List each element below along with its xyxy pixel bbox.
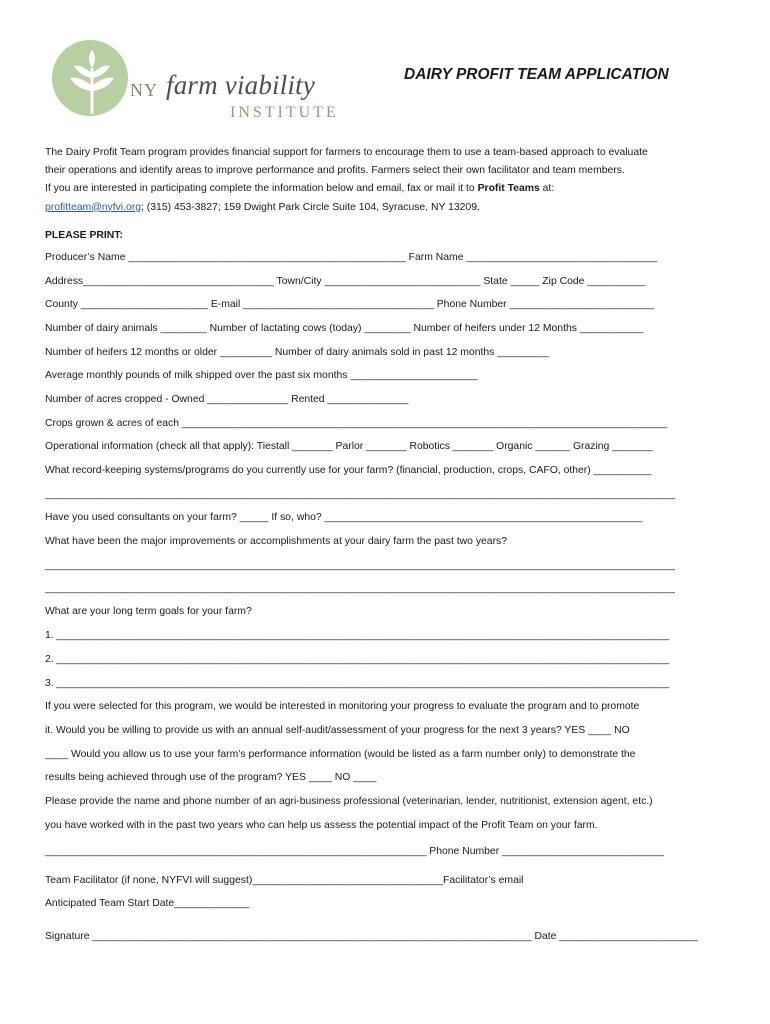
facilitator-field[interactable]: Team Facilitator (if none, NYFVI will suggest)_________________________________Facilitator’s email: [45, 875, 524, 886]
consultants-field[interactable]: Have you used consultants on your farm? _____ If so, who? _______________________________________________________: [45, 512, 643, 523]
intro-paragraph: [45, 144, 735, 217]
please-print-label: PLEASE PRINT:: [45, 230, 123, 241]
milk-field[interactable]: Average monthly pounds of milk shipped over the past six months ______________________: [45, 370, 478, 381]
address-field[interactable]: Address_________________________________ Town/City ___________________________ State _____ Zip Code __________: [45, 276, 646, 287]
monitor-text[interactable]: results being achieved through use of the program? YES ____ NO ____: [45, 772, 377, 783]
wheat-leaf-icon: [52, 40, 128, 116]
improvements-question: What have been the major improvements or accomplishments at your dairy farm the past two years?: [45, 536, 508, 547]
animals-field[interactable]: Number of dairy animals ________ Number of lactating cows (today) ________ Number of heifers under 12 Months ___________: [45, 323, 644, 334]
logo-name-text: farm viability: [166, 70, 316, 100]
monitor-text[interactable]: it. Would you be willing to provide us with an annual self-audit/assessment of your progress for the next 3 years? YES ____ NO: [45, 725, 630, 736]
agri-text: Please provide the name and phone number of an agri-business professional (veterinarian, lender, nutritionist, extension agent, etc.): [45, 796, 653, 807]
profit-teams-label: Profit Teams: [477, 183, 540, 195]
intro-line: The Dairy Profit Team program provides financial support for farmers to encourage them to use a team-based approach to evaluate: [45, 147, 648, 158]
signature-date-field[interactable]: Signature ____________________________________________________________________________ Date ________________________: [45, 931, 698, 942]
monitor-text: If you were selected for this program, we would be interested in monitoring your progress to evaluate the program and to promote: [45, 701, 640, 712]
improvements-line[interactable]: _____________________________________________________________________________________________________________: [45, 583, 675, 594]
agri-phone-field[interactable]: __________________________________________________________________ Phone Number ____________________________: [45, 846, 664, 857]
agri-text: you have worked with in the past two years who can help us assess the potential impact of the Profit Team on your farm.: [45, 820, 598, 831]
intro-line: their operations and identify areas to improve performance and profits. Farmers select their own facilitator and team members.: [45, 165, 625, 177]
monitor-text[interactable]: ____ Would you allow us to use your farm’s performance information (would be listed as a farm number only) to demonstrate the: [45, 749, 636, 760]
improvements-line[interactable]: _____________________________________________________________________________________________________________: [45, 560, 675, 571]
intro-line: If you are interested in participating complete the information below and email, fax or mail it to Profit Teams at:: [45, 183, 555, 195]
goals-question: What are your long term goals for your farm?: [45, 606, 252, 617]
recordkeeping-line[interactable]: _____________________________________________________________________________________________________________: [45, 489, 675, 500]
email-link[interactable]: profitteam@nyfvi.org: [45, 201, 142, 213]
goal-line-1[interactable]: 1. __________________________________________________________________________________________________________: [45, 630, 670, 641]
intro-contact: profitteam@nyfvi.org; (315) 453-3827; 159 Dwight Park Circle Suite 104, Syracuse, NY 13209.: [45, 201, 480, 213]
goal-line-2[interactable]: 2. __________________________________________________________________________________________________________: [45, 654, 670, 665]
producer-farm-name-field[interactable]: Producer’s Name ________________________________________________ Farm Name _________________________________: [45, 252, 658, 263]
logo-ny-text: NY: [130, 80, 158, 100]
goal-line-3[interactable]: 3. __________________________________________________________________________________________________________: [45, 678, 670, 689]
recordkeeping-field[interactable]: What record-keeping systems/programs do you currently use for your farm? (financial, production, crops, CAFO, other) __________: [45, 465, 652, 476]
nyfvi-logo: [52, 40, 362, 126]
page-title: DAIRY PROFIT TEAM APPLICATION: [404, 66, 669, 83]
heifers-field[interactable]: Number of heifers 12 months or older _________ Number of dairy animals sold in past 12 months _________: [45, 347, 550, 358]
county-email-phone-field[interactable]: County ______________________ E-mail _________________________________ Phone Number _________________________: [45, 299, 654, 310]
logo-institute-text: INSTITUTE: [230, 104, 339, 121]
start-date-field[interactable]: Anticipated Team Start Date_____________: [45, 898, 250, 909]
operational-field[interactable]: Operational information (check all that apply): Tiestall _______ Parlor _______ Robotics _______ Organic ______ Grazing _______: [45, 441, 653, 452]
acres-field[interactable]: Number of acres cropped - Owned ______________ Rented ______________: [45, 394, 409, 405]
crops-field[interactable]: Crops grown & acres of each ____________________________________________________________________________________: [45, 418, 668, 429]
